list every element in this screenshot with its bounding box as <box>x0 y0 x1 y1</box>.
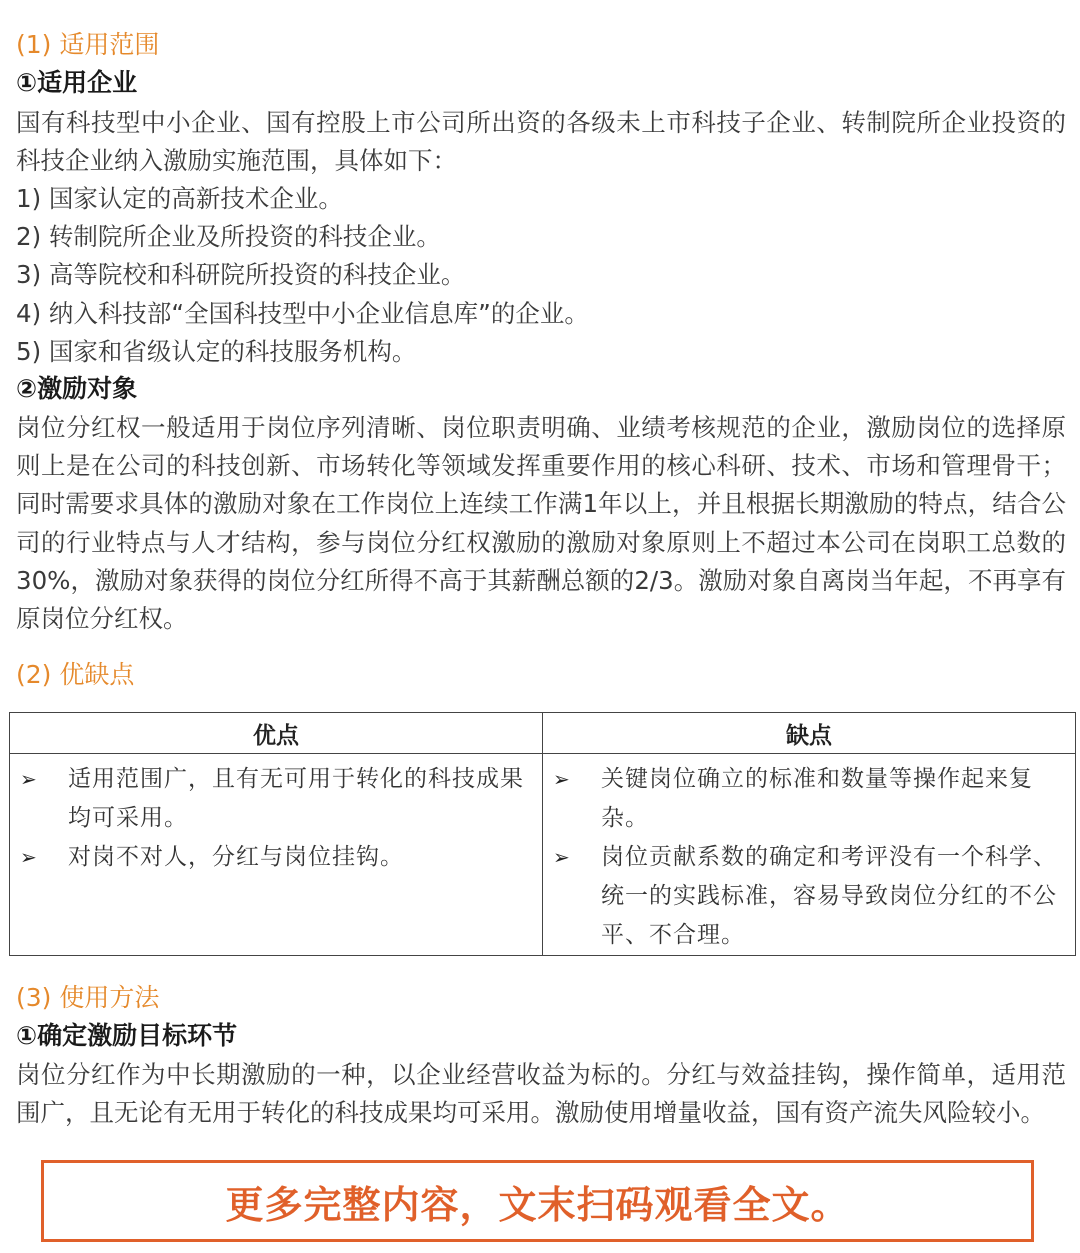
section-heading-usage: (3) 使用方法 <box>16 983 160 1012</box>
pros-cons-table <box>9 712 1076 956</box>
arrow-bullet-icon: ➢ <box>20 845 37 869</box>
cons-header: 缺点 <box>543 713 1076 754</box>
list-item: 2) 转制院所企业及所投资的科技企业。 <box>16 222 441 252</box>
arrow-bullet-icon: ➢ <box>553 767 570 791</box>
pros-header: 优点 <box>10 713 543 754</box>
cons-cell <box>543 754 1076 956</box>
pros-item <box>20 760 532 838</box>
pros-item-text: 适用范围广，且有无可用于转化的科技成果均可采用。 <box>68 766 524 831</box>
section-heading-scope: (1) 适用范围 <box>16 30 160 59</box>
section-heading-pros-cons: (2) 优缺点 <box>16 660 135 689</box>
list-item: 1) 国家认定的高新技术企业。 <box>16 184 343 213</box>
list-item: 3) 高等院校和科研院所投资的科技企业。 <box>16 260 466 290</box>
enterprise-list <box>16 180 589 371</box>
pros-item-text: 对岗不对人，分红与岗位挂钩。 <box>68 844 404 870</box>
read-more-text: 更多完整内容，文末扫码观看全文。 <box>225 1182 850 1227</box>
cons-item-text: 关键岗位确立的标准和数量等操作起来复杂。 <box>601 766 1033 831</box>
cons-item-text: 岗位贡献系数的确定和考评没有一个科学、统一的实践标准，容易导致岗位分红的不公平、不合理。 <box>601 844 1057 948</box>
subheading-incentive-goal-step: ①确定激励目标环节 <box>16 1021 238 1050</box>
enterprise-intro-text: 国有科技型中小企业、国有控股上市公司所出资的各级未上市科技子企业、转制院所企业投资的科技企业纳入激励实施范围，具体如下： <box>16 108 1066 176</box>
cons-item <box>553 760 1065 838</box>
incentive-targets-text: 岗位分红权一般适用于岗位序列清晰、岗位职责明确、业绩考核规范的企业，激励岗位的选择原则上是在公司的科技创新、市场转化等领域发挥重要作用的核心科研、技术、市场和管理骨干；同时需要求具体的激励对象在工作岗位上连续工作满1年以上，并且根据长期激励的特点，结合公司的行业特点与人才结构，参与岗位分红权激励的激励对象原则上不超过本公司在岗职工总数的30%，激励对象获得的岗位分红所得不高于其薪酬总额的2/3。激励对象自离岗当年起，不再享有原岗位分红权。 <box>16 413 1066 634</box>
subheading-incentive-targets: ②激励对象 <box>16 374 138 403</box>
incentive-goal-text: 岗位分红作为中长期激励的一种，以企业经营收益为标的。分红与效益挂钩，操作简单，适用范围广，且无论有无用于转化的科技成果均可采用。激励使用增量收益，国有资产流失风险较小。 <box>16 1060 1066 1128</box>
arrow-bullet-icon: ➢ <box>20 767 37 791</box>
subheading-applicable-enterprises: ①适用企业 <box>16 68 138 97</box>
pros-item <box>20 838 532 877</box>
arrow-bullet-icon: ➢ <box>553 845 570 869</box>
list-item: 4) 纳入科技部“全国科技型中小企业信息库”的企业。 <box>16 298 589 328</box>
read-more-banner[interactable] <box>41 1160 1034 1242</box>
cons-item <box>553 838 1065 955</box>
list-item: 5) 国家和省级认定的科技服务机构。 <box>16 336 417 366</box>
pros-cell <box>10 754 543 956</box>
